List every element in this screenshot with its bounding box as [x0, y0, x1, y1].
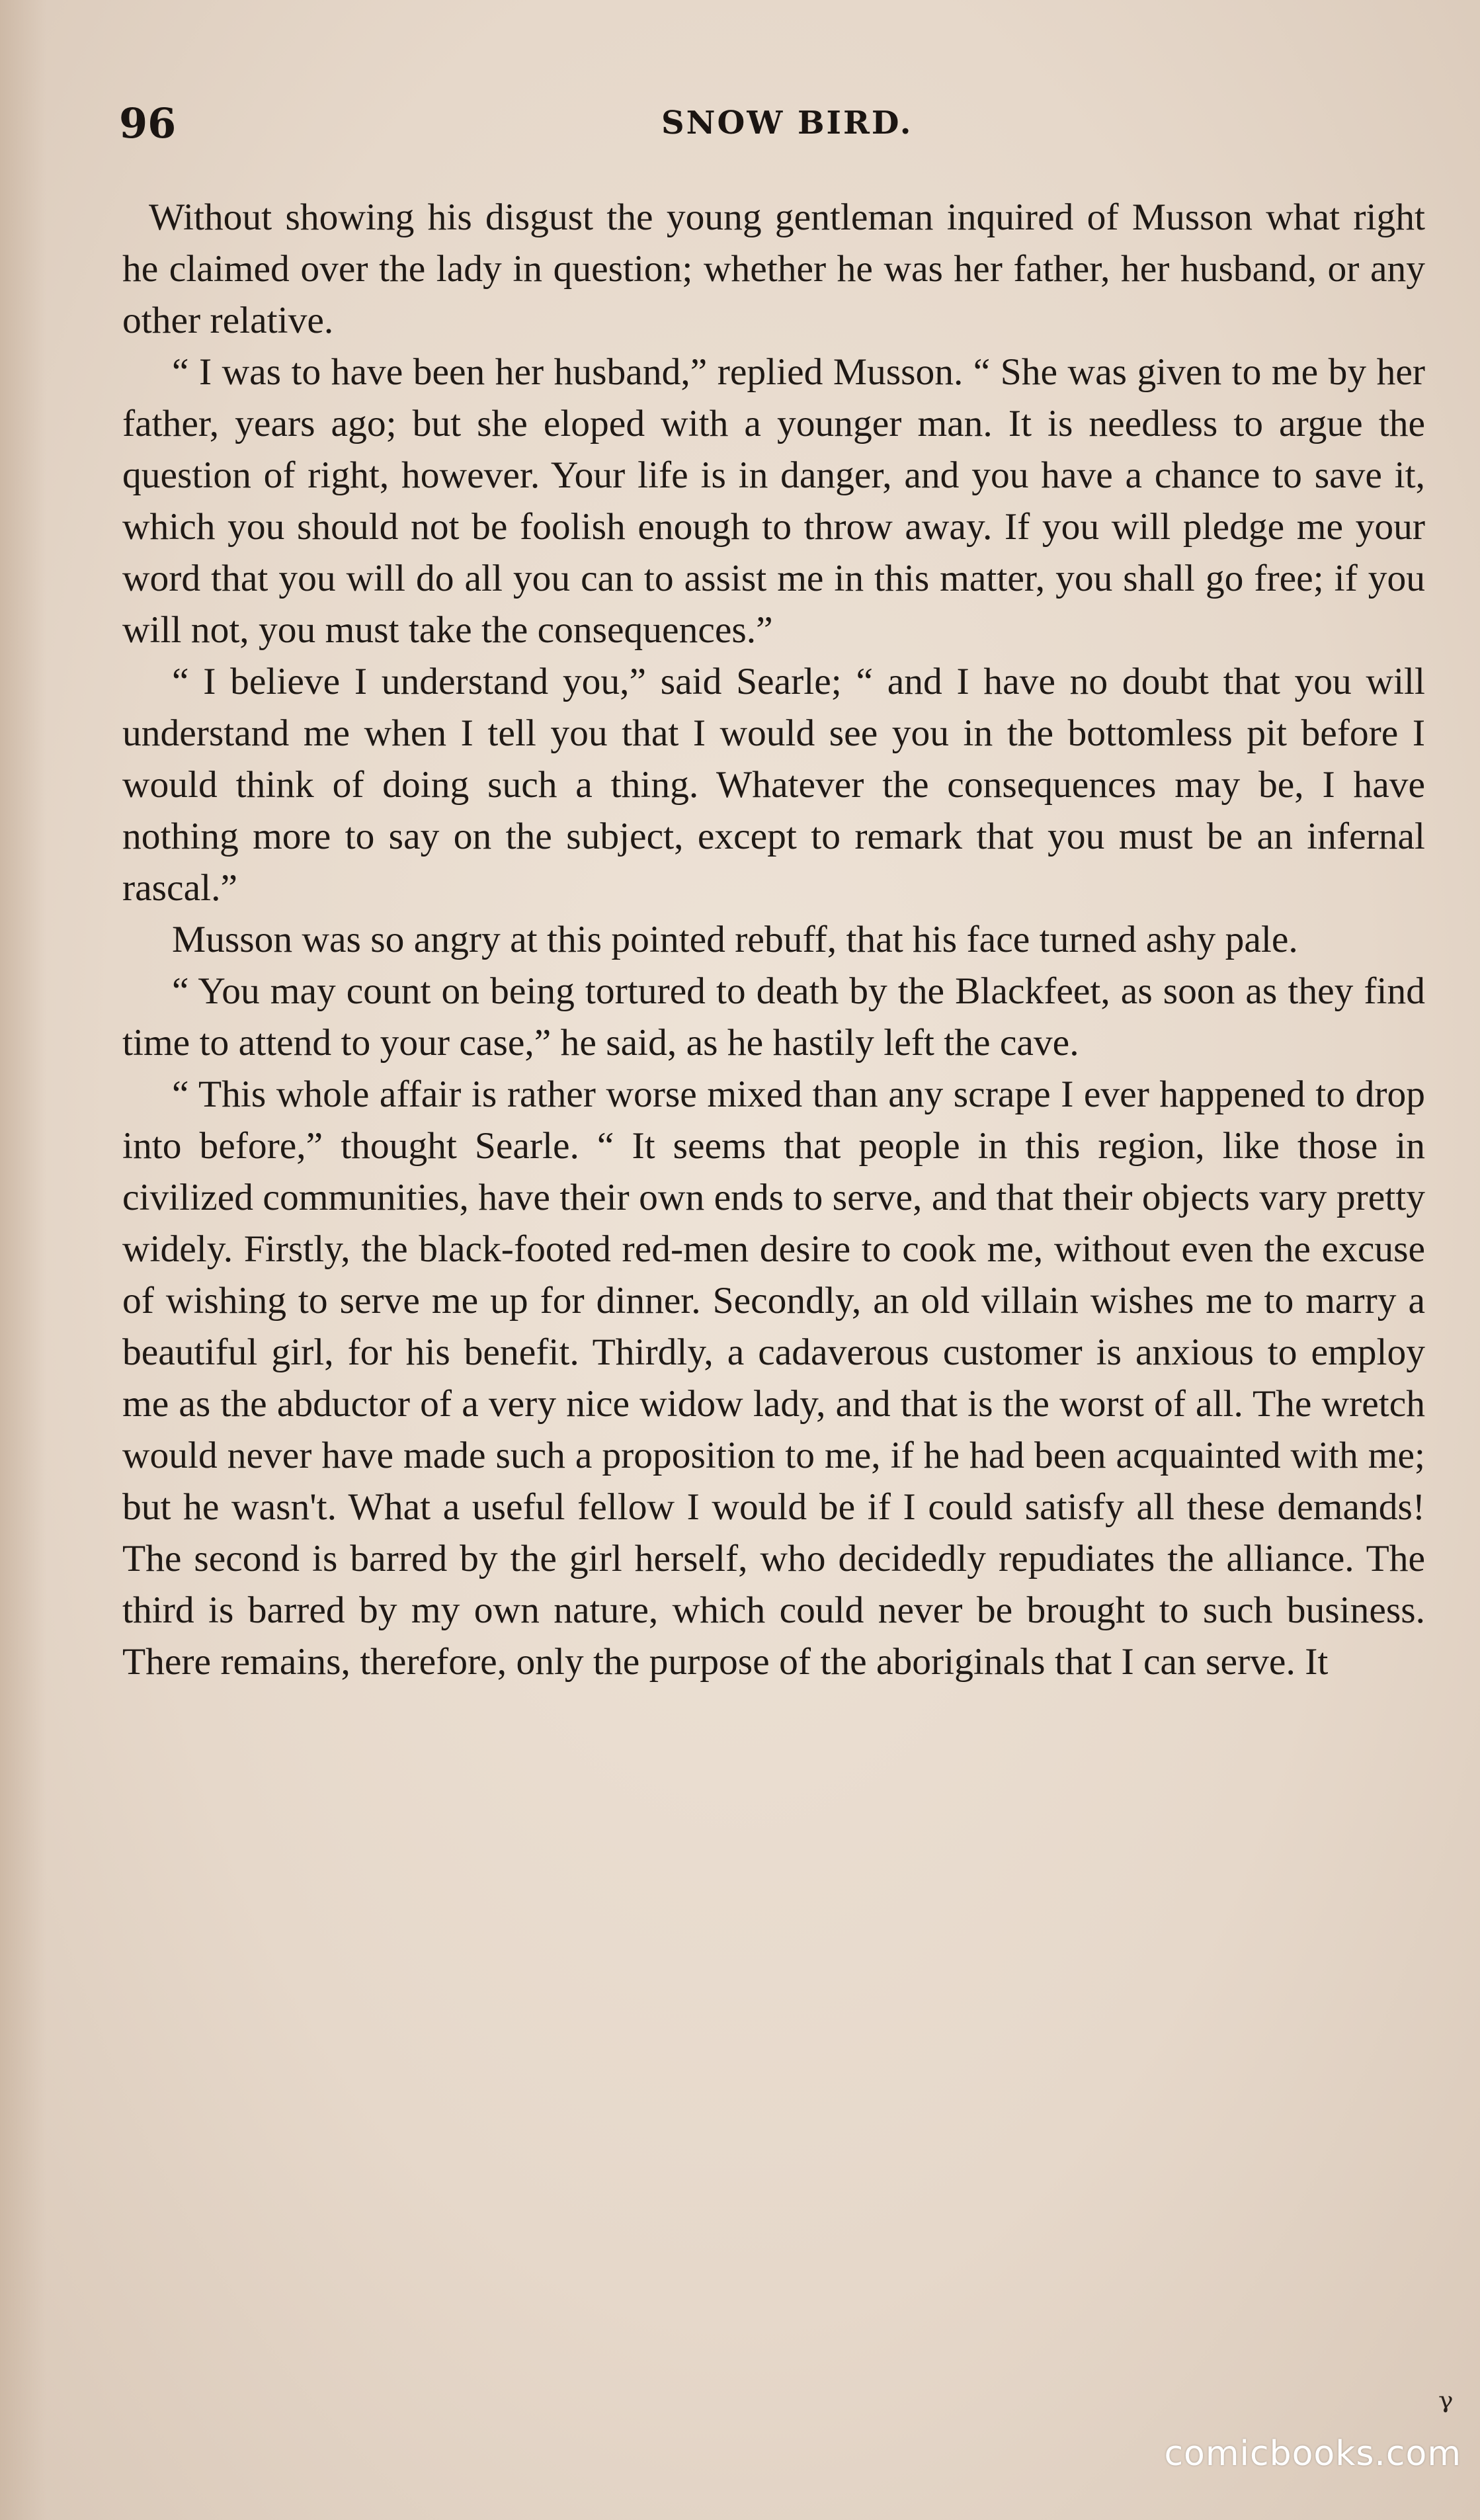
paragraph: Musson was so angry at this pointed rebuff, that his face turned ashy pale. — [172, 919, 1298, 960]
corner-ink-mark: ᵞ — [1438, 2384, 1454, 2431]
paragraph: “ I was to have been her husband,” replied Musson. “ She was given to me by her father, years ago; but she eloped with a younger man. It is needless to argue the question of right, however. Your life is in danger, and you have a chance to save it, which you should not be foolish enough to throw away. If you will pledge me your word that you will do all you can to assist me in this matter, you shall go free; if you will not, you must take the consequences.” — [122, 351, 1425, 651]
watermark: comicbooks.com — [1164, 2434, 1461, 2474]
paragraph: Without showing his disgust the young gentleman inquired of Musson what right he claimed over the lady in question; whether he was her father, her husband, or any other relative. — [122, 196, 1425, 341]
paragraph: “ This whole affair is rather worse mixed than any scrape I ever happened to drop into before,” thought Searle. “ It seems that people in this region, like those in civilized communities, have their own ends to serve, and that their objects vary pretty widely. Firstly, the black-footed red-men desire to cook me, without even the excuse of wishing to serve me up for dinner. Secondly, an old villain wishes me to marry a beautiful girl, for his benefit. Thirdly, a cadaverous customer is anxious to employ me as the abductor of a very nice widow lady, and that is the worst of all. The wretch would never have made such a proposition to me, if he had been acquainted with me; but he wasn't. What a useful fellow I would be if I could satisfy all these demands! The second is barred by the girl herself, who decidedly repudiates the alliance. The third is barred by my own nature, which could never be brought to such business. There remains, therefore, only the purpose of the aboriginals that I can serve. It — [122, 1073, 1425, 1683]
running-head: SNOW BIRD. — [661, 105, 913, 142]
body-text — [122, 192, 1425, 1688]
page-number: 96 — [119, 99, 177, 147]
page-edge-shadow — [0, 0, 46, 2520]
page-header — [112, 99, 1435, 146]
paragraph: “ I believe I understand you,” said Searle; “ and I have no doubt that you will understand me when I tell you that I would see you in the bottomless pit before I would think of doing such a thing. Whatever the consequences may be, I have nothing more to say on the subject, except to remark that you must be an infernal rascal.” — [122, 661, 1425, 909]
paragraph: “ You may count on being tortured to death by the Blackfeet, as soon as they find time to attend to your case,” he said, as he hastily left the cave. — [122, 970, 1425, 1064]
